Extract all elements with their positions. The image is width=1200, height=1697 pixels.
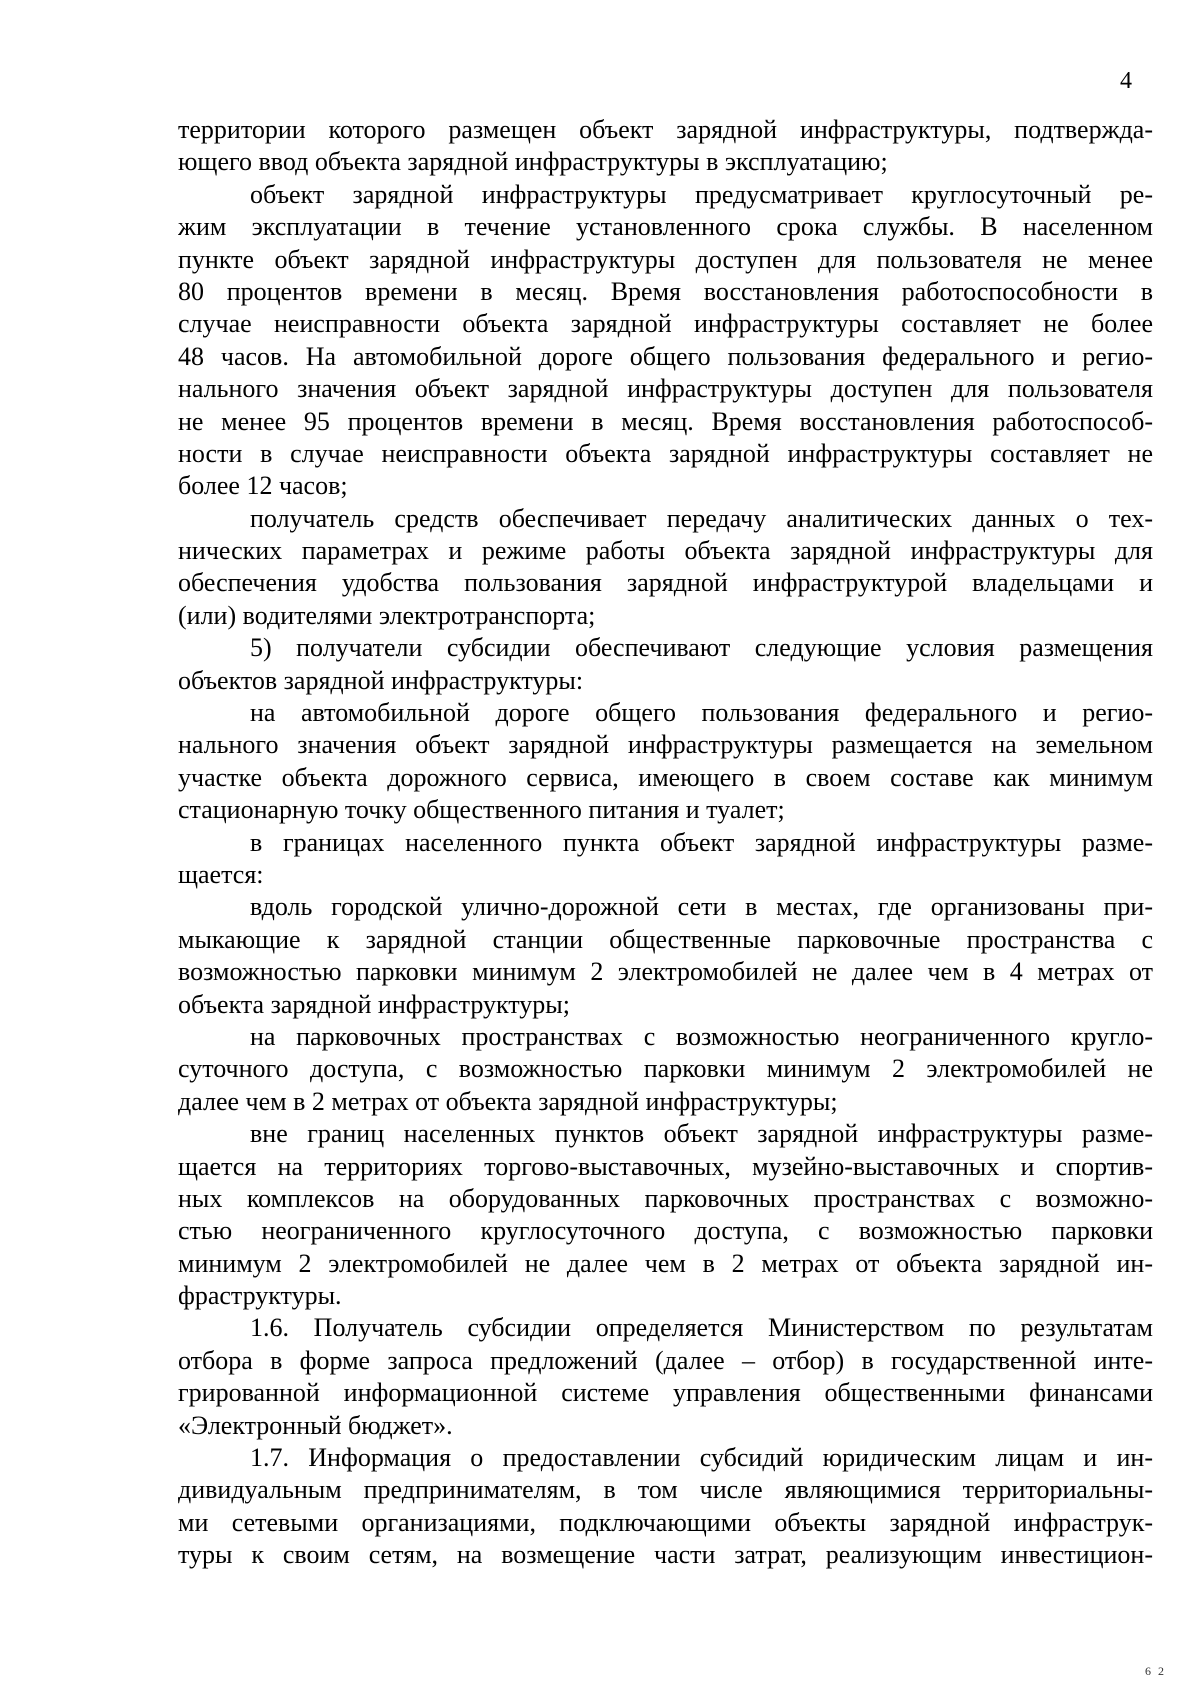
text-line: «Электронный бюджет». bbox=[178, 1410, 453, 1440]
text-line: объект зарядной инфраструктуры предусматривает круглосуточный ре- bbox=[250, 179, 1153, 209]
text-line: пункте объект зарядной инфраструктуры доступен для пользователя не менее bbox=[178, 244, 1153, 274]
text-line: случае неисправности объекта зарядной инфраструктуры составляет не более bbox=[178, 309, 1153, 339]
text-line: 80 процентов времени в месяц. Время восстановления работоспособности в bbox=[178, 276, 1153, 306]
text-line: вдоль городской улично-дорожной сети в местах, где организованы при- bbox=[250, 892, 1153, 922]
text-line: щается: bbox=[178, 859, 264, 889]
text-line: участке объекта дорожного сервиса, имеющего в своем составе как минимум bbox=[178, 762, 1153, 792]
text-line: в границах населенного пункта объект зарядной инфраструктуры разме- bbox=[250, 827, 1153, 857]
text-line: на парковочных пространствах с возможностью неограниченного кругло- bbox=[250, 1021, 1153, 1051]
text-line: 1.6. Получатель субсидии определяется Министерством по результатам bbox=[250, 1313, 1153, 1343]
text-line: нального значения объект зарядной инфраструктуры доступен для пользователя bbox=[178, 374, 1153, 404]
page-number: 4 bbox=[1120, 68, 1132, 94]
text-line: стью неограниченного круглосуточного доступа, с возможностью парковки bbox=[178, 1216, 1153, 1246]
text-line: далее чем в 2 метрах от объекта зарядной инфраструктуры; bbox=[178, 1086, 838, 1116]
text-line: щается на территориях торгово-выставочных, музейно-выставочных и спортив- bbox=[178, 1151, 1153, 1181]
text-line: не менее 95 процентов времени в месяц. Время восстановления работоспособ- bbox=[178, 406, 1153, 436]
text-line: отбора в форме запроса предложений (далее – отбор) в государственной инте- bbox=[178, 1345, 1153, 1375]
text-line: стационарную точку общественного питания и туалет; bbox=[178, 795, 785, 825]
text-line: обеспечения удобства пользования зарядной инфраструктурой владельцами и bbox=[178, 568, 1153, 598]
text-line: объекта зарядной инфраструктуры; bbox=[178, 989, 570, 1019]
text-line: суточного доступа, с возможностью парковки минимум 2 электромобилей не bbox=[178, 1054, 1153, 1084]
text-line: объектов зарядной инфраструктуры: bbox=[178, 665, 584, 695]
text-line: дивидуальным предпринимателям, в том числе являющимися территориальны- bbox=[178, 1475, 1153, 1505]
text-line: нических параметрах и режиме работы объекта зарядной инфраструктуры для bbox=[178, 536, 1153, 566]
text-line: нального значения объект зарядной инфраструктуры размещается на земельном bbox=[178, 730, 1153, 760]
text-line: территории которого размещен объект зарядной инфраструктуры, подтвержда- bbox=[178, 115, 1153, 144]
text-line: возможностью парковки минимум 2 электромобилей не далее чем в 4 метрах от bbox=[178, 957, 1153, 987]
text-line: грированной информационной системе управления общественными финансами bbox=[178, 1378, 1153, 1408]
text-line: минимум 2 электромобилей не далее чем в 2 метрах от объекта зарядной ин- bbox=[178, 1248, 1153, 1278]
text-line: 1.7. Информация о предоставлении субсидий юридическим лицам и ин- bbox=[250, 1443, 1153, 1473]
corner-mark: 6 2 bbox=[1145, 1664, 1166, 1678]
text-line: (или) водителями электротранспорта; bbox=[178, 600, 596, 630]
text-line: мыкающие к зарядной станции общественные парковочные пространства с bbox=[178, 924, 1153, 954]
text-line: ности в случае неисправности объекта зарядной инфраструктуры составляет не bbox=[178, 438, 1153, 468]
text-line: более 12 часов; bbox=[178, 471, 348, 501]
text-line: жим эксплуатации в течение установленного срока службы. В населенном bbox=[178, 212, 1153, 242]
text-line: ющего ввод объекта зарядной инфраструктуры в эксплуатацию; bbox=[178, 147, 888, 177]
text-line: туры к своим сетям, на возмещение части затрат, реализующим инвестицион- bbox=[178, 1540, 1153, 1570]
text-line: на автомобильной дороге общего пользования федерального и регио- bbox=[250, 698, 1153, 728]
text-line: вне границ населенных пунктов объект зарядной инфраструктуры разме- bbox=[250, 1119, 1153, 1149]
text-line: 5) получатели субсидии обеспечивают следующие условия размещения bbox=[250, 633, 1153, 663]
text-line: получатель средств обеспечивает передачу аналитических данных о тех- bbox=[250, 503, 1153, 533]
document-body bbox=[178, 114, 1153, 1572]
text-line: ных комплексов на оборудованных парковочных пространствах с возможно- bbox=[178, 1183, 1153, 1213]
text-line: фраструктуры. bbox=[178, 1281, 342, 1311]
text-line: ми сетевыми организациями, подключающими объекты зарядной инфраструк- bbox=[178, 1507, 1153, 1537]
text-line: 48 часов. На автомобильной дороге общего пользования федерального и регио- bbox=[178, 341, 1153, 371]
